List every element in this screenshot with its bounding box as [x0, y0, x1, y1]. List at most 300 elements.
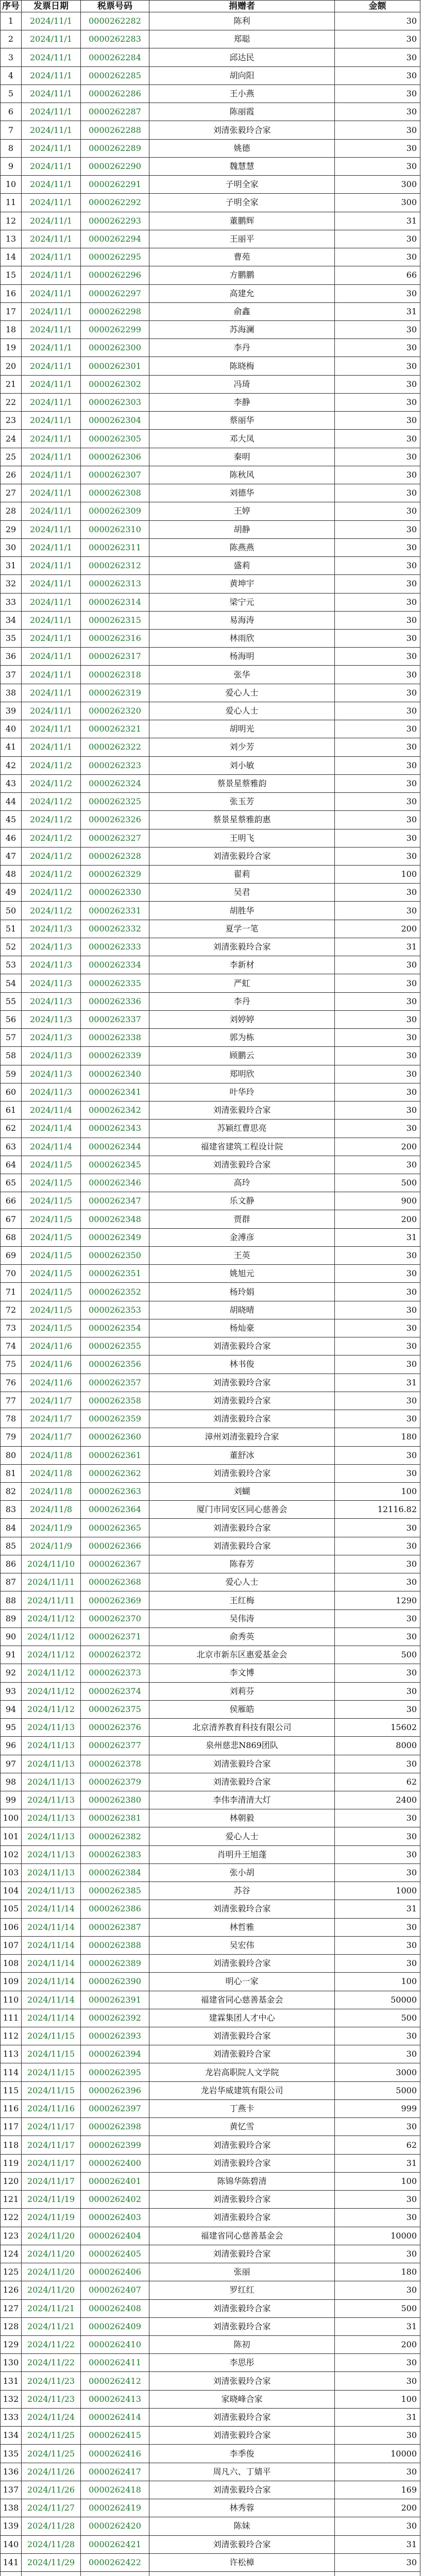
- cell-date: 2024/11/27: [22, 2499, 81, 2517]
- cell-amount: 30: [335, 539, 420, 557]
- cell-amount: 180: [335, 2263, 420, 2281]
- cell-amount: 30: [335, 702, 420, 720]
- cell-donor: 李思彤: [149, 2354, 335, 2372]
- cell-amount: 31: [335, 938, 420, 956]
- cell-amount: 30: [335, 594, 420, 612]
- cell-serial: [0, 2572, 22, 2576]
- cell-invoice: 0000262411: [81, 2354, 149, 2372]
- cell-serial: 98: [0, 1773, 22, 1791]
- cell-amount: 30: [335, 521, 420, 539]
- cell-invoice: 0000262352: [81, 1283, 149, 1301]
- cell-donor: 子明全家: [149, 176, 335, 194]
- cell-donor: 丁燕卡: [149, 2100, 335, 2118]
- cell-serial: 131: [0, 2372, 22, 2390]
- cell-donor: 金溥彦: [149, 1229, 335, 1247]
- cell-amount: 30: [335, 993, 420, 1011]
- cell-amount: 900: [335, 1192, 420, 1210]
- cell-donor: 刘清张毅玲合家: [149, 2409, 335, 2427]
- cell-amount: 500: [335, 2009, 420, 2027]
- cell-date: 2024/11/20: [22, 2281, 81, 2299]
- cell-amount: 30: [335, 103, 420, 121]
- cell-amount: 30: [335, 67, 420, 85]
- cell-donor: 刘清张毅玲合家: [149, 2136, 335, 2154]
- cell-date: 2024/11/1: [22, 702, 81, 720]
- cell-date: 2024/11/12: [22, 1646, 81, 1664]
- cell-date: 2024/11/1: [22, 484, 81, 502]
- cell-invoice: 0000262373: [81, 1664, 149, 1682]
- cell-serial: 70: [0, 1265, 22, 1283]
- cell-date: 2024/11/3: [22, 956, 81, 974]
- cell-serial: 117: [0, 2118, 22, 2136]
- cell-donor: 胡向阳: [149, 67, 335, 85]
- cell-date: 2024/11/1: [22, 502, 81, 520]
- cell-invoice: 0000262298: [81, 303, 149, 321]
- cell-amount: 200: [335, 2336, 420, 2354]
- cell-date: 2024/11/4: [22, 1101, 81, 1120]
- cell-date: 2024/11/1: [22, 612, 81, 630]
- cell-amount: 31: [335, 1900, 420, 1918]
- cell-date: 2024/11/4: [22, 1138, 81, 1156]
- cell-amount: 30: [335, 1610, 420, 1628]
- cell-date: 2024/11/1: [22, 448, 81, 466]
- cell-invoice: 0000262329: [81, 866, 149, 884]
- cell-serial: 93: [0, 1683, 22, 1701]
- cell-invoice: 0000262398: [81, 2118, 149, 2136]
- cell-amount: 30: [335, 158, 420, 176]
- cell-amount: 30: [335, 2045, 420, 2063]
- cell-serial: 49: [0, 884, 22, 902]
- cell-amount: 30: [335, 666, 420, 684]
- cell-serial: 112: [0, 2027, 22, 2045]
- cell-date: 2024/11/1: [22, 103, 81, 121]
- cell-invoice: 0000262370: [81, 1610, 149, 1628]
- cell-date: 2024/11/3: [22, 993, 81, 1011]
- cell-invoice: 0000262332: [81, 920, 149, 938]
- cell-donor: [149, 2572, 335, 2576]
- cell-donor: 刘清张毅玲合家: [149, 2045, 335, 2063]
- cell-serial: 107: [0, 1937, 22, 1955]
- cell-donor: 刘清张毅玲合家: [149, 2155, 335, 2173]
- cell-invoice: 0000262372: [81, 1646, 149, 1664]
- cell-invoice: 0000262288: [81, 121, 149, 139]
- cell-date: 2024/11/1: [22, 394, 81, 412]
- cell-date: 2024/11/17: [22, 2118, 81, 2136]
- cell-invoice: 0000262385: [81, 1882, 149, 1900]
- cell-serial: 125: [0, 2263, 22, 2281]
- cell-date: 2024/11/6: [22, 1374, 81, 1392]
- cell-donor: 盛莉: [149, 557, 335, 575]
- cell-invoice: 0000262351: [81, 1265, 149, 1283]
- cell-serial: 21: [0, 376, 22, 394]
- cell-donor: 夏学一笔: [149, 920, 335, 938]
- cell-invoice: 0000262389: [81, 1955, 149, 1973]
- cell-serial: 138: [0, 2499, 22, 2517]
- cell-donor: 林书俊: [149, 1355, 335, 1374]
- cell-invoice: 0000262308: [81, 484, 149, 502]
- cell-invoice: 0000262391: [81, 1991, 149, 2009]
- cell-amount: 30: [335, 848, 420, 866]
- cell-serial: 113: [0, 2045, 22, 2063]
- cell-donor: 刘清张毅玲合家: [149, 1537, 335, 1555]
- cell-donor: 陈晓梅: [149, 357, 335, 375]
- cell-date: 2024/11/20: [22, 2245, 81, 2263]
- cell-invoice: 0000262355: [81, 1337, 149, 1355]
- cell-invoice: 0000262353: [81, 1301, 149, 1319]
- cell-amount: 30: [335, 1337, 420, 1355]
- cell-invoice: 0000262350: [81, 1247, 149, 1265]
- cell-date: 2024/11/1: [22, 12, 81, 30]
- cell-donor: 邓大凤: [149, 430, 335, 448]
- cell-date: 2024/11/8: [22, 1483, 81, 1501]
- cell-date: 2024/11/1: [22, 121, 81, 139]
- cell-invoice: 0000262318: [81, 666, 149, 684]
- cell-serial: 28: [0, 502, 22, 520]
- cell-invoice: 0000262302: [81, 376, 149, 394]
- cell-donor: 刘德华: [149, 484, 335, 502]
- cell-invoice: 0000262367: [81, 1555, 149, 1573]
- cell-amount: 31: [335, 2155, 420, 2173]
- cell-serial: 48: [0, 866, 22, 884]
- cell-amount: 30: [335, 2027, 420, 2045]
- cell-donor: 林秀蓉: [149, 2499, 335, 2517]
- cell-date: 2024/11/3: [22, 974, 81, 992]
- cell-amount: 30: [335, 2118, 420, 2136]
- cell-serial: 105: [0, 1900, 22, 1918]
- cell-serial: 41: [0, 738, 22, 756]
- cell-date: 2024/11/3: [22, 1065, 81, 1083]
- cell-donor: 陈妹: [149, 2517, 335, 2535]
- cell-serial: 61: [0, 1101, 22, 1120]
- cell-invoice: 0000262301: [81, 357, 149, 375]
- cell-amount: 30: [335, 1101, 420, 1120]
- cell-donor: 叶华玲: [149, 1083, 335, 1101]
- cell-invoice: 0000262337: [81, 1011, 149, 1029]
- cell-amount: 30: [335, 829, 420, 848]
- cell-donor: 刘清张毅玲合家: [149, 1755, 335, 1773]
- cell-date: 2024/11/15: [22, 2027, 81, 2045]
- cell-amount: 30: [335, 956, 420, 974]
- cell-serial: 31: [0, 557, 22, 575]
- cell-date: 2024/11/13: [22, 1827, 81, 1845]
- cell-amount: 1290: [335, 1591, 420, 1609]
- cell-donor: 秦明: [149, 448, 335, 466]
- cell-serial: 52: [0, 938, 22, 956]
- cell-invoice: 0000262284: [81, 48, 149, 66]
- cell-date: 2024/11/1: [22, 539, 81, 557]
- cell-donor: 王红梅: [149, 1591, 335, 1609]
- cell-amount: 15602: [335, 1719, 420, 1737]
- cell-date: 2024/11/19: [22, 2209, 81, 2227]
- cell-invoice: 0000262311: [81, 539, 149, 557]
- cell-serial: 63: [0, 1138, 22, 1156]
- cell-serial: 100: [0, 1809, 22, 1827]
- cell-invoice: 0000262417: [81, 2463, 149, 2481]
- cell-amount: 30: [335, 1755, 420, 1773]
- cell-serial: 57: [0, 1029, 22, 1047]
- cell-serial: 118: [0, 2136, 22, 2154]
- cell-amount: 30: [335, 1937, 420, 1955]
- cell-invoice: 0000262358: [81, 1392, 149, 1410]
- cell-date: 2024/11/1: [22, 630, 81, 648]
- cell-amount: 30: [335, 1864, 420, 1882]
- cell-serial: 139: [0, 2517, 22, 2535]
- cell-serial: 19: [0, 339, 22, 357]
- cell-donor: 家晓峰合家: [149, 2391, 335, 2409]
- cell-donor: 刘小敏: [149, 757, 335, 775]
- cell-amount: 30: [335, 1247, 420, 1265]
- header-date: 发票日期: [22, 0, 81, 12]
- cell-date: 2024/11/11: [22, 1591, 81, 1609]
- cell-amount: 30: [335, 775, 420, 793]
- cell-date: 2024/11/1: [22, 85, 81, 103]
- cell-serial: 133: [0, 2409, 22, 2427]
- cell-date: 2024/11/3: [22, 938, 81, 956]
- cell-donor: 严虹: [149, 974, 335, 992]
- cell-donor: 黄坤宇: [149, 575, 335, 593]
- cell-amount: 30: [335, 1537, 420, 1555]
- cell-serial: 55: [0, 993, 22, 1011]
- cell-serial: 68: [0, 1229, 22, 1247]
- cell-serial: 73: [0, 1319, 22, 1337]
- cell-date: 2024/11/5: [22, 1283, 81, 1301]
- cell-donor: 刘清张毅玲合家: [149, 2027, 335, 2045]
- cell-invoice: 0000262405: [81, 2245, 149, 2263]
- cell-serial: 132: [0, 2391, 22, 2409]
- cell-amount: 2400: [335, 1791, 420, 1809]
- cell-serial: 104: [0, 1882, 22, 1900]
- cell-amount: 10000: [335, 2227, 420, 2245]
- cell-donor: 张丽: [149, 2263, 335, 2281]
- cell-amount: 31: [335, 1374, 420, 1392]
- cell-date: 2024/11/5: [22, 1265, 81, 1283]
- cell-date: 2024/11/14: [22, 1937, 81, 1955]
- cell-amount: 30: [335, 738, 420, 756]
- cell-donor: 王婷: [149, 502, 335, 520]
- cell-invoice: 0000262388: [81, 1937, 149, 1955]
- cell-serial: 20: [0, 357, 22, 375]
- cell-invoice: 0000262377: [81, 1737, 149, 1755]
- cell-date: 2024/11/5: [22, 1156, 81, 1174]
- cell-donor: 胡胜华: [149, 902, 335, 920]
- cell-date: 2024/11/2: [22, 848, 81, 866]
- cell-amount: 30: [335, 1827, 420, 1845]
- cell-serial: 29: [0, 521, 22, 539]
- cell-serial: 64: [0, 1156, 22, 1174]
- cell-date: 2024/11/14: [22, 1955, 81, 1973]
- cell-serial: 91: [0, 1646, 22, 1664]
- cell-amount: 30: [335, 1919, 420, 1937]
- cell-invoice: 0000262326: [81, 811, 149, 829]
- cell-invoice: 0000262397: [81, 2100, 149, 2118]
- cell-amount: 100: [335, 866, 420, 884]
- cell-invoice: 0000262402: [81, 2191, 149, 2209]
- cell-donor: 邱达民: [149, 48, 335, 66]
- cell-donor: 龙岩华威建筑有限公司: [149, 2082, 335, 2100]
- cell-date: 2024/11/14: [22, 1919, 81, 1937]
- cell-serial: 88: [0, 1591, 22, 1609]
- cell-serial: 85: [0, 1537, 22, 1555]
- cell-serial: 44: [0, 793, 22, 811]
- cell-amount: 66: [335, 266, 420, 284]
- cell-date: 2024/11/1: [22, 194, 81, 212]
- cell-serial: 34: [0, 612, 22, 630]
- cell-invoice: 0000262300: [81, 339, 149, 357]
- cell-serial: 56: [0, 1011, 22, 1029]
- cell-donor: 刘清张毅玲合家: [149, 1337, 335, 1355]
- cell-serial: 71: [0, 1283, 22, 1301]
- cell-invoice: 0000262415: [81, 2427, 149, 2445]
- cell-invoice: 0000262418: [81, 2481, 149, 2499]
- cell-amount: 31: [335, 1229, 420, 1247]
- cell-donor: 胡明光: [149, 720, 335, 738]
- cell-invoice: 0000262322: [81, 738, 149, 756]
- cell-donor: 刘清张毅玲合家: [149, 2245, 335, 2263]
- cell-donor: 苏颖红曹思亮: [149, 1120, 335, 1138]
- cell-serial: 102: [0, 1846, 22, 1864]
- cell-amount: 30: [335, 376, 420, 394]
- cell-amount: 30: [335, 1628, 420, 1646]
- cell-date: 2024/11/3: [22, 1083, 81, 1101]
- cell-date: 2024/11/1: [22, 521, 81, 539]
- cell-amount: 30: [335, 1047, 420, 1065]
- cell-serial: 119: [0, 2155, 22, 2173]
- cell-date: 2024/11/1: [22, 140, 81, 158]
- cell-donor: 胡晓晴: [149, 1301, 335, 1319]
- cell-serial: 106: [0, 1919, 22, 1937]
- cell-invoice: 0000262414: [81, 2409, 149, 2427]
- cell-serial: 134: [0, 2427, 22, 2445]
- cell-serial: 54: [0, 974, 22, 992]
- cell-donor: 蔡丽华: [149, 412, 335, 430]
- cell-amount: 30: [335, 1392, 420, 1410]
- cell-amount: 30: [335, 140, 420, 158]
- header-serial: 序号: [0, 0, 22, 12]
- cell-serial: 135: [0, 2445, 22, 2463]
- cell-donor: 刘莉芬: [149, 1683, 335, 1701]
- cell-invoice: 0000262407: [81, 2281, 149, 2299]
- cell-donor: 苏海澜: [149, 321, 335, 339]
- cell-invoice: 0000262396: [81, 2082, 149, 2100]
- cell-date: 2024/11/2: [22, 884, 81, 902]
- cell-date: 2024/11/22: [22, 2354, 81, 2372]
- cell-invoice: 0000262334: [81, 956, 149, 974]
- cell-invoice: 0000262376: [81, 1719, 149, 1737]
- cell-donor: 王小燕: [149, 85, 335, 103]
- cell-donor: 许松樟: [149, 2554, 335, 2572]
- cell-invoice: 0000262283: [81, 30, 149, 48]
- cell-invoice: 0000262317: [81, 648, 149, 666]
- cell-invoice: 0000262412: [81, 2372, 149, 2390]
- cell-date: 2024/11/1: [22, 266, 81, 284]
- cell-amount: 1000: [335, 1882, 420, 1900]
- cell-donor: 张华: [149, 666, 335, 684]
- cell-date: 2024/11/1: [22, 285, 81, 303]
- cell-amount: 30: [335, 412, 420, 430]
- cell-donor: 王丽平: [149, 230, 335, 248]
- cell-invoice: 0000262380: [81, 1791, 149, 1809]
- cell-amount: 30: [335, 248, 420, 266]
- cell-invoice: 0000262422: [81, 2554, 149, 2572]
- cell-serial: 109: [0, 1973, 22, 1991]
- cell-amount: 30: [335, 2354, 420, 2372]
- cell-date: 2024/11/12: [22, 1683, 81, 1701]
- cell-invoice: 0000262296: [81, 266, 149, 284]
- cell-serial: 87: [0, 1573, 22, 1591]
- cell-amount: 8000: [335, 1737, 420, 1755]
- cell-donor: 李文博: [149, 1664, 335, 1682]
- cell-serial: 30: [0, 539, 22, 557]
- cell-donor: 姚德: [149, 140, 335, 158]
- cell-serial: 37: [0, 666, 22, 684]
- cell-serial: 6: [0, 103, 22, 121]
- cell-serial: 114: [0, 2063, 22, 2081]
- cell-serial: 86: [0, 1555, 22, 1573]
- cell-date: 2024/11/9: [22, 1519, 81, 1537]
- cell-date: 2024/11/13: [22, 1864, 81, 1882]
- cell-donor: 刘清张毅玲合家: [149, 1392, 335, 1410]
- cell-invoice: 0000262313: [81, 575, 149, 593]
- cell-donor: 明心一家: [149, 1973, 335, 1991]
- cell-amount: 100: [335, 2391, 420, 2409]
- cell-donor: 福建省建筑工程设计院: [149, 1138, 335, 1156]
- cell-amount: 31: [335, 2318, 420, 2336]
- cell-donor: 高建允: [149, 285, 335, 303]
- cell-donor: 刘清张毅玲合家: [149, 2536, 335, 2554]
- cell-amount: 100: [335, 2173, 420, 2191]
- cell-amount: 30: [335, 85, 420, 103]
- cell-date: 2024/11/2: [22, 866, 81, 884]
- cell-serial: 128: [0, 2318, 22, 2336]
- cell-date: 2024/11/14: [22, 2009, 81, 2027]
- cell-serial: 11: [0, 194, 22, 212]
- cell-date: 2024/11/1: [22, 466, 81, 484]
- cell-date: 2024/11/3: [22, 1047, 81, 1065]
- cell-invoice: 0000262363: [81, 1483, 149, 1501]
- cell-invoice: 0000262379: [81, 1773, 149, 1791]
- cell-invoice: 0000262303: [81, 394, 149, 412]
- cell-serial: 67: [0, 1210, 22, 1228]
- cell-date: 2024/11/13: [22, 1755, 81, 1773]
- cell-invoice: 0000262346: [81, 1174, 149, 1192]
- cell-donor: 董舒冰: [149, 1447, 335, 1465]
- cell-amount: 30: [335, 1301, 420, 1319]
- cell-donor: 刘清张毅玲合家: [149, 1156, 335, 1174]
- cell-amount: 30: [335, 230, 420, 248]
- cell-amount: 30: [335, 1664, 420, 1682]
- cell-invoice: 0000262341: [81, 1083, 149, 1101]
- cell-invoice: 0000262392: [81, 2009, 149, 2027]
- cell-donor: 郭为栋: [149, 1029, 335, 1047]
- cell-donor: 周凡六、丁婧平: [149, 2463, 335, 2481]
- cell-donor: 刘清张毅玲合家: [149, 1101, 335, 1120]
- cell-serial: 18: [0, 321, 22, 339]
- cell-donor: 爱心人士: [149, 1827, 335, 1845]
- cell-date: 2024/11/26: [22, 2481, 81, 2499]
- cell-date: 2024/11/1: [22, 666, 81, 684]
- cell-amount: 30: [335, 720, 420, 738]
- cell-date: 2024/11/2: [22, 793, 81, 811]
- cell-invoice: 0000262328: [81, 848, 149, 866]
- cell-serial: 14: [0, 248, 22, 266]
- cell-invoice: 0000262319: [81, 684, 149, 702]
- cell-amount: 500: [335, 1174, 420, 1192]
- cell-amount: 31: [335, 2409, 420, 2427]
- cell-amount: 30: [335, 2463, 420, 2481]
- cell-donor: 张小胡: [149, 1864, 335, 1882]
- cell-serial: 8: [0, 140, 22, 158]
- cell-amount: 30: [335, 630, 420, 648]
- cell-donor: 蔡景星蔡雅韵: [149, 775, 335, 793]
